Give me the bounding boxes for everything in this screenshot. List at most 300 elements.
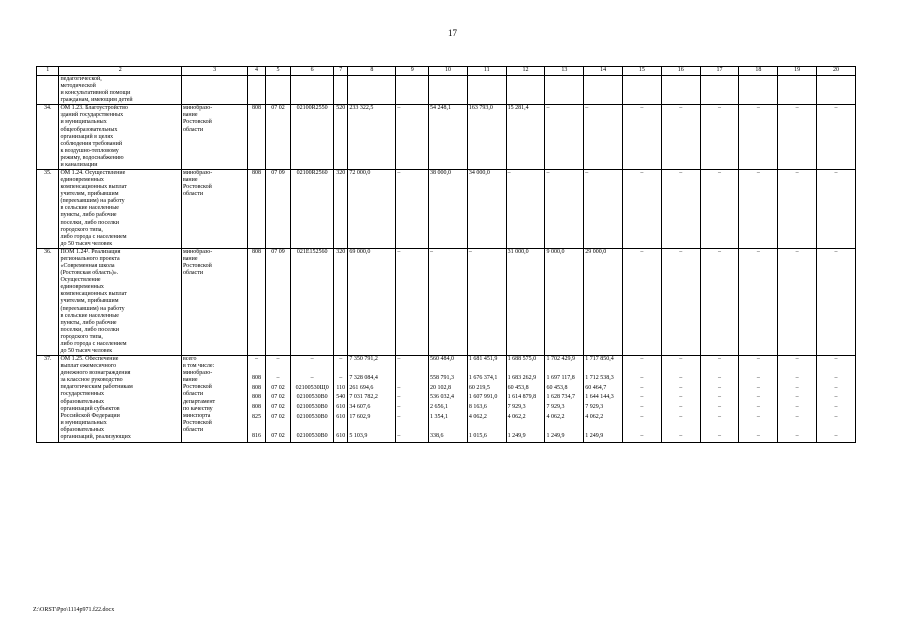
value-line: –	[640, 432, 644, 439]
value-line	[292, 366, 332, 376]
value-cell-col-14	[584, 356, 623, 443]
value-line	[469, 366, 505, 376]
event-name-line: поселки, либо поселки	[60, 219, 119, 226]
value-line: –	[397, 384, 401, 391]
value-line: –	[640, 404, 644, 411]
event-name-line: единовременных	[60, 177, 104, 184]
value-line: –	[430, 248, 434, 255]
value-line	[397, 375, 427, 385]
value-line	[740, 423, 776, 433]
value-line: 02100530В0	[296, 404, 328, 411]
value-line: –	[795, 404, 799, 411]
value-cell-col-15	[623, 248, 662, 355]
column-number-6: 6	[291, 67, 334, 76]
row-number: 36.	[37, 248, 59, 355]
value-line: –	[640, 356, 644, 363]
value-line	[469, 423, 505, 433]
value-cell-col-5	[265, 356, 291, 443]
value-line: 1 688 575,0	[507, 356, 537, 363]
value-line	[335, 366, 346, 376]
event-name-line: образовательных	[60, 426, 105, 433]
value-line: 02100R2550	[296, 105, 328, 112]
event-name-line: организаций субъектов	[60, 405, 120, 412]
column-number-12: 12	[506, 67, 545, 76]
value-line: –	[546, 105, 550, 112]
value-line: 261 694,6	[349, 384, 374, 391]
executor-line: Ростовской	[182, 184, 212, 191]
value-line: –	[795, 432, 799, 439]
value-line	[585, 366, 621, 376]
value-cell-col-11	[467, 105, 506, 170]
value-line: 2 656,1	[430, 404, 449, 411]
value-line: –	[679, 394, 683, 401]
value-line: –	[310, 375, 314, 382]
value-line: –	[795, 356, 799, 363]
value-cell-col-13	[545, 76, 584, 105]
event-name-line: за классное руководство	[60, 377, 123, 384]
value-line: –	[834, 375, 838, 382]
value-line: –	[795, 170, 799, 177]
value-line: –	[718, 413, 722, 420]
value-line: 4 062,2	[468, 413, 487, 420]
value-line: –	[834, 384, 838, 391]
value-line: –	[795, 394, 799, 401]
column-number-row	[37, 67, 856, 76]
value-line: 1 614 879,8	[507, 394, 537, 401]
event-name-line: единовременных	[60, 284, 104, 291]
value-cell-col-8	[348, 76, 396, 105]
value-line: 536 032,4	[430, 394, 455, 401]
event-name-line: зданий государственных	[60, 112, 124, 119]
value-line: 558 791,3	[430, 375, 455, 382]
value-cell-col-13	[545, 356, 584, 443]
value-line: 15 281,4	[507, 105, 529, 112]
value-line: 4 062,2	[546, 413, 565, 420]
value-line: –	[397, 105, 401, 112]
value-cell-col-4	[248, 248, 265, 355]
event-name-line: (переехавшим) на работу	[60, 305, 125, 312]
value-cell-col-8	[348, 356, 396, 443]
value-line: –	[718, 404, 722, 411]
value-line: 1 683 262,9	[507, 375, 537, 382]
row-number: 34.	[37, 105, 59, 170]
value-cell-col-17	[700, 248, 739, 355]
value-line	[267, 423, 290, 433]
value-line: 02100R2560	[296, 170, 328, 177]
event-name	[59, 170, 182, 249]
value-line: 07 02	[271, 432, 285, 439]
value-line: 163 793,0	[468, 105, 493, 112]
value-line: –	[640, 413, 644, 420]
value-cell-col-14	[584, 76, 623, 105]
value-cell-col-20	[817, 170, 856, 249]
value-line: –	[756, 432, 760, 439]
value-cell-col-17	[700, 356, 739, 443]
column-number-15: 15	[623, 67, 662, 76]
value-line: 07 02	[271, 394, 285, 401]
value-cell-col-13	[545, 105, 584, 170]
value-cell-col-14	[584, 248, 623, 355]
value-line: 610	[336, 404, 346, 411]
value-cell-col-10	[429, 356, 468, 443]
value-cell-col-5	[265, 105, 291, 170]
value-line: 610	[336, 413, 346, 420]
event-name-line: учителям, прибывшим	[60, 298, 119, 305]
value-line: 338,6	[430, 432, 444, 439]
value-cell-col-19	[778, 248, 817, 355]
value-line: 1 354,1	[430, 413, 449, 420]
value-line: 07 02	[271, 404, 285, 411]
column-number-17: 17	[700, 67, 739, 76]
value-cell-col-12	[506, 170, 545, 249]
value-line	[779, 423, 815, 433]
value-line: –	[795, 384, 799, 391]
value-line: 31 000,0	[507, 248, 529, 255]
value-cell-col-18	[739, 105, 778, 170]
value-line: 02100530Щ0	[295, 384, 329, 391]
executor-line: вание	[182, 177, 198, 184]
value-cell-col-11	[467, 170, 506, 249]
column-number-1: 1	[37, 67, 59, 76]
value-line: 07 02	[271, 413, 285, 420]
executor-line: области	[182, 391, 204, 398]
value-line: –	[756, 375, 760, 382]
value-line: 320	[336, 248, 346, 255]
value-cell-col-6	[291, 76, 334, 105]
value-line: 808	[252, 404, 262, 411]
executor-line: вание	[182, 377, 198, 384]
value-line: –	[276, 375, 280, 382]
value-line: 1 717 850,4	[585, 356, 614, 363]
value-cell-col-5	[265, 76, 291, 105]
value-cell-col-10	[429, 248, 468, 355]
event-name-line: и муниципальных	[60, 419, 107, 426]
value-line: 1 702 429,9	[546, 356, 575, 363]
value-line	[349, 366, 394, 376]
value-cell-col-8	[348, 170, 396, 249]
value-line: –	[718, 432, 722, 439]
event-name-line: Осуществление	[60, 277, 101, 284]
value-line: 021E152560	[296, 248, 328, 255]
value-line	[546, 423, 582, 433]
value-line	[546, 366, 582, 376]
value-line: –	[310, 356, 314, 363]
event-name-line: и муниципальных	[60, 119, 107, 126]
value-cell-col-4	[248, 170, 265, 249]
value-cell-col-14	[584, 105, 623, 170]
event-name-line: ОМ 1.23. Благоустройство	[60, 105, 128, 112]
event-name-line: образовательных	[60, 398, 105, 405]
executor	[181, 248, 247, 355]
value-line	[430, 423, 466, 433]
value-line	[624, 423, 660, 433]
value-line: 808	[252, 384, 262, 391]
value-line: 60 453,8	[507, 384, 529, 391]
event-name-line: к воздушно-тепловому	[60, 147, 119, 154]
value-line: –	[756, 356, 760, 363]
value-line	[624, 366, 660, 376]
value-line: –	[756, 105, 760, 112]
value-cell-col-20	[817, 356, 856, 443]
executor-line: минобразо-	[182, 170, 213, 177]
event-name-line: городского типа,	[60, 226, 103, 233]
value-cell-col-16	[661, 248, 700, 355]
value-line: 808	[252, 394, 262, 401]
column-number-16: 16	[661, 67, 700, 76]
value-line: 60 453,8	[546, 384, 568, 391]
column-number-19: 19	[778, 67, 817, 76]
value-line: 7 929,3	[585, 404, 604, 411]
value-cell-col-12	[506, 105, 545, 170]
event-name-line: в сельские населенные	[60, 205, 119, 212]
value-line: –	[679, 432, 683, 439]
value-line: 69 000,0	[349, 248, 371, 255]
value-line: –	[756, 413, 760, 420]
value-line: –	[339, 356, 343, 363]
value-line: 20 102,8	[430, 384, 452, 391]
value-line: –	[679, 413, 683, 420]
value-line: –	[834, 105, 838, 112]
value-cell-col-15	[623, 356, 662, 443]
value-line	[267, 366, 290, 376]
event-name-line: ОМ 1.25. Обеспечение	[60, 356, 119, 363]
value-line: –	[679, 248, 683, 255]
value-cell-col-20	[817, 76, 856, 105]
event-name-line: соблюдения требований	[60, 140, 123, 147]
value-cell-col-7	[334, 356, 348, 443]
value-line: 7 350 791,2	[349, 356, 378, 363]
value-line: 54 248,1	[430, 105, 452, 112]
value-line: –	[718, 384, 722, 391]
event-name	[59, 248, 182, 355]
value-line: 816	[252, 432, 262, 439]
value-cell-col-4	[248, 76, 265, 105]
column-number-10: 10	[429, 67, 468, 76]
value-cell-col-11	[467, 356, 506, 443]
value-cell-col-18	[739, 248, 778, 355]
event-name-line: в сельские населенные	[60, 312, 119, 319]
value-line: –	[640, 248, 644, 255]
value-line: 02100530В0	[296, 413, 328, 420]
value-line: –	[640, 105, 644, 112]
value-cell-col-11	[467, 76, 506, 105]
event-name-line: (переехавшим) на работу	[60, 198, 125, 205]
value-line: 1 015,6	[468, 432, 487, 439]
event-name-line: методической	[60, 83, 96, 90]
value-cell-col-9	[396, 248, 429, 355]
value-cell-col-9	[396, 356, 429, 443]
value-line: 808	[252, 375, 262, 382]
value-line: –	[640, 375, 644, 382]
value-line	[335, 423, 346, 433]
event-name-line: организаций в целях	[60, 133, 114, 140]
value-line: –	[756, 170, 760, 177]
value-cell-col-10	[429, 76, 468, 105]
value-line: 02100530В0	[296, 394, 328, 401]
value-line: 29 000,0	[585, 248, 607, 255]
event-name-line: государственных	[60, 391, 105, 398]
value-line: 520	[336, 105, 346, 112]
value-line	[508, 366, 544, 376]
event-name-line: Российской Федерации	[60, 412, 120, 419]
value-line: 07 02	[271, 105, 285, 112]
value-line: 610	[336, 432, 346, 439]
budget-table	[36, 66, 856, 443]
event-name-line: до 50 тысяч человек	[60, 240, 113, 247]
value-line: 38 000,0	[430, 170, 452, 177]
value-line	[779, 366, 815, 376]
value-line: –	[679, 170, 683, 177]
value-line: 4 062,2	[507, 413, 526, 420]
value-line: –	[397, 356, 401, 363]
value-cell-col-13	[545, 248, 584, 355]
executor-line: Ростовской	[182, 419, 212, 426]
value-line: 72 000,0	[349, 170, 371, 177]
value-line: –	[718, 394, 722, 401]
value-line	[430, 366, 466, 376]
value-line: –	[397, 432, 401, 439]
value-line: 7 929,3	[546, 404, 565, 411]
value-line: 808	[252, 170, 262, 177]
executor-line: области	[182, 126, 204, 133]
value-line: –	[718, 170, 722, 177]
value-cell-col-9	[396, 170, 429, 249]
event-name-line: компенсационных выплат	[60, 184, 127, 191]
value-line: 808	[252, 248, 262, 255]
event-name-line: педагогической,	[60, 76, 102, 82]
value-line	[663, 423, 699, 433]
value-line: 825	[252, 413, 262, 420]
value-line: 808	[252, 105, 262, 112]
value-line	[702, 423, 738, 433]
value-line: 1 628 734,7	[546, 394, 575, 401]
event-name-line: денежного вознаграждения	[60, 370, 131, 377]
value-line: –	[756, 248, 760, 255]
value-cell-col-15	[623, 170, 662, 249]
file-path-footer: Z:\ORST\Ppo\1114p971.f22.docx	[33, 607, 115, 613]
value-cell-col-20	[817, 248, 856, 355]
column-number-8: 8	[348, 67, 396, 76]
event-name-line: ОМ 1.24. Осуществление	[60, 170, 126, 177]
value-line: 1 676 374,1	[468, 375, 498, 382]
value-line: –	[679, 375, 683, 382]
value-line: –	[585, 105, 589, 112]
executor-line: минобразо-	[182, 370, 213, 377]
value-line: –	[679, 105, 683, 112]
value-line	[397, 366, 427, 376]
value-line: 540	[336, 394, 346, 401]
value-cell-col-17	[700, 76, 739, 105]
value-line: 1 644 144,3	[585, 394, 614, 401]
executor	[181, 105, 247, 170]
value-line: 560 484,0	[430, 356, 455, 363]
value-line: –	[756, 404, 760, 411]
value-line: –	[339, 375, 343, 382]
executor-line: в том числе:	[182, 363, 215, 370]
value-cell-col-6	[291, 170, 334, 249]
executor-line: минобразо-	[182, 248, 213, 255]
page-number: 17	[448, 28, 457, 38]
executor	[181, 170, 247, 249]
value-line: 7 929,3	[507, 404, 526, 411]
column-number-14: 14	[584, 67, 623, 76]
value-line: 02100530В0	[296, 432, 328, 439]
value-line: 60 219,5	[468, 384, 490, 391]
value-line: –	[756, 394, 760, 401]
value-line: –	[397, 404, 401, 411]
value-line: 4 062,2	[585, 413, 604, 420]
value-cell-col-16	[661, 105, 700, 170]
row-number: 37.	[37, 356, 59, 443]
executor	[181, 356, 247, 443]
value-line: –	[546, 170, 550, 177]
event-name-line: поселки, либо поселки	[60, 326, 119, 333]
value-line: 1 681 451,9	[468, 356, 498, 363]
value-cell-col-18	[739, 76, 778, 105]
column-number-9: 9	[396, 67, 429, 76]
value-cell-col-6	[291, 105, 334, 170]
value-cell-col-14	[584, 170, 623, 249]
executor	[181, 76, 247, 105]
value-line: –	[276, 356, 280, 363]
value-cell-col-10	[429, 105, 468, 170]
value-line	[702, 366, 738, 376]
value-line: 1 249,9	[507, 432, 526, 439]
executor-line: по качеству	[182, 405, 213, 412]
value-line	[349, 423, 394, 433]
table-row	[37, 105, 856, 170]
value-cell-col-16	[661, 356, 700, 443]
value-line: 5 103,9	[349, 432, 368, 439]
value-line: 1 249,9	[585, 432, 604, 439]
column-number-4: 4	[248, 67, 265, 76]
event-name-line: пункты, либо рабочие	[60, 319, 117, 326]
value-cell-col-6	[291, 248, 334, 355]
value-cell-col-7	[334, 170, 348, 249]
value-line: 34 000,0	[468, 170, 490, 177]
executor-line: департамент	[182, 398, 216, 405]
value-line: –	[795, 375, 799, 382]
value-cell-col-18	[739, 356, 778, 443]
column-number-7: 7	[334, 67, 348, 76]
value-line: 8 163,6	[468, 404, 487, 411]
value-line: –	[718, 375, 722, 382]
value-cell-col-9	[396, 76, 429, 105]
value-cell-col-9	[396, 105, 429, 170]
executor-line: вание	[182, 112, 198, 119]
event-name-line: (Ростовская область)».	[60, 270, 119, 277]
value-line: 1 249,9	[546, 432, 565, 439]
event-name-line: режиму, водоснабжению	[60, 154, 124, 161]
event-name-line: и канализации	[60, 161, 98, 168]
column-number-20: 20	[817, 67, 856, 76]
value-cell-col-15	[623, 76, 662, 105]
event-name	[59, 105, 182, 170]
executor-line: Ростовской	[182, 119, 212, 126]
event-name-line: выплат ежемесячного	[60, 363, 117, 370]
value-cell-col-12	[506, 76, 545, 105]
value-line: –	[679, 384, 683, 391]
value-cell-col-4	[248, 356, 265, 443]
value-cell-col-19	[778, 170, 817, 249]
value-line: –	[640, 384, 644, 391]
value-line: 07 09	[271, 248, 285, 255]
value-cell-col-18	[739, 170, 778, 249]
event-name-line: городского типа,	[60, 333, 103, 340]
value-cell-col-19	[778, 105, 817, 170]
value-cell-col-7	[334, 248, 348, 355]
event-name-line: компенсационных выплат	[60, 291, 127, 298]
